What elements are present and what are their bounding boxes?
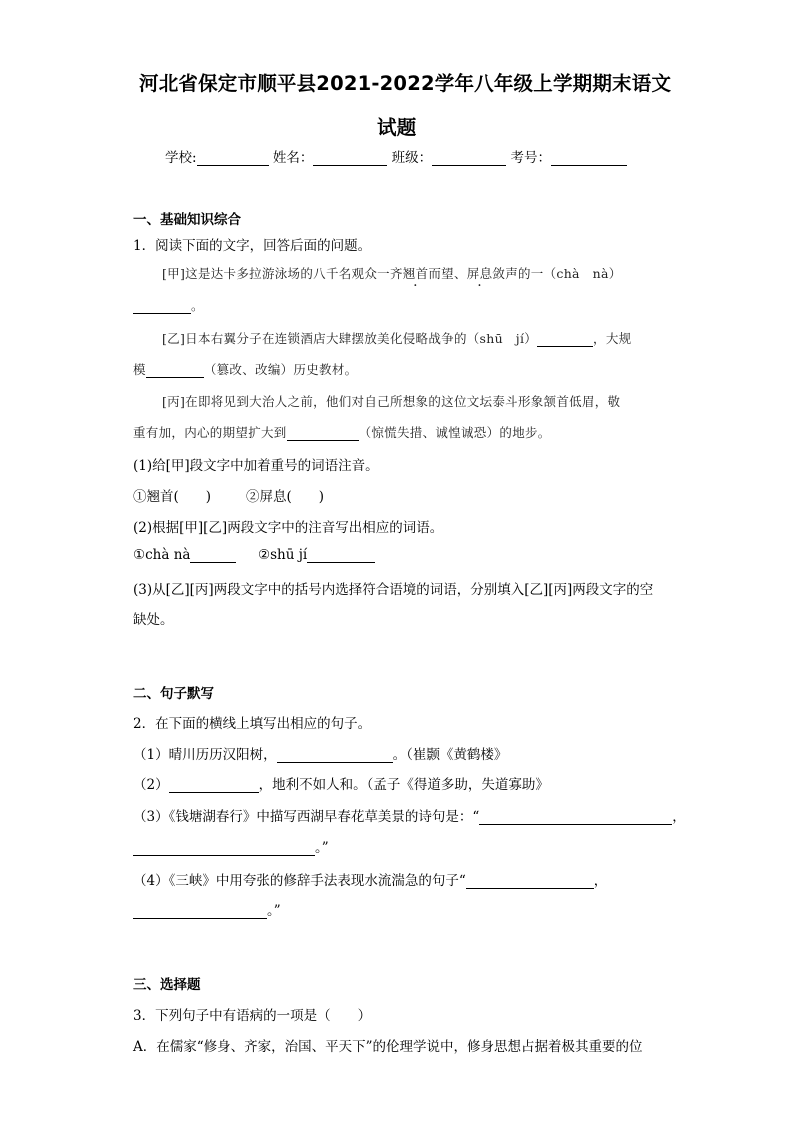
q1-stem: 1．阅读下面的文字，回答后面的问题。 bbox=[133, 238, 372, 254]
q1-sub3-line1: (3)从[乙][丙]两段文字中的括号内选择符合语境的词语，分别填入[乙][丙]两段文字的空 bbox=[133, 582, 654, 598]
jia-text-b: 而望、 bbox=[428, 266, 467, 281]
school-label: 学校: bbox=[165, 150, 197, 166]
name-blank[interactable] bbox=[313, 151, 387, 166]
bing-text-b: （惊慌失措、诚惶诚恐）的地步。 bbox=[358, 425, 551, 440]
q1-passage-yi-line2 bbox=[133, 360, 357, 378]
jia-text-c: 敛声的一（chà nà） bbox=[492, 266, 622, 281]
class-blank[interactable] bbox=[432, 151, 506, 166]
section1-heading: 一、基础知识综合 bbox=[133, 212, 241, 228]
exam-no-label: 考号： bbox=[510, 150, 551, 166]
jia-end-text: 。 bbox=[191, 298, 204, 313]
q2-item3-line2 bbox=[133, 836, 329, 856]
q2-item2-num: （2） bbox=[133, 777, 169, 793]
yi-text-b: ，大规 bbox=[593, 331, 632, 346]
yi-text-c: 模 bbox=[133, 362, 146, 377]
exam-title-line1: 河北省保定市顺平县2021-2022学年八年级上学期期末语文 bbox=[139, 72, 672, 95]
q2-item4-blank-1[interactable] bbox=[466, 874, 594, 889]
q1-passage-bing-line2 bbox=[133, 423, 551, 441]
q1-passage-jia bbox=[162, 264, 622, 282]
section2-heading: 二、句子默写 bbox=[133, 686, 214, 702]
q2-item4-line1 bbox=[133, 869, 607, 889]
q1-sub2-answer-2 bbox=[258, 547, 375, 563]
q2-item4-blank-2[interactable] bbox=[133, 904, 267, 919]
q2-stem: 2．在下面的横线上填写出相应的句子。 bbox=[133, 716, 372, 732]
exam-no-blank[interactable] bbox=[551, 151, 627, 166]
q2-item4-text: （4）《三峡》中用夸张的修辞手法表现水流湍急的句子“ bbox=[133, 873, 466, 889]
q2-item1 bbox=[133, 743, 507, 763]
q1-sub1: (1)给[甲]段文字中加着重号的词语注音。 bbox=[133, 458, 379, 474]
q2-item3-line1 bbox=[133, 805, 686, 825]
q2-item3-blank-2[interactable] bbox=[133, 841, 315, 856]
q2-item3-end: 。” bbox=[315, 840, 329, 856]
yi-blank-1[interactable] bbox=[537, 332, 593, 347]
chana-label: ①chà nà bbox=[133, 547, 191, 563]
q2-item1-blank[interactable] bbox=[277, 748, 393, 763]
q1-sub2-answer-1 bbox=[133, 547, 236, 563]
q2-item2-blank[interactable] bbox=[169, 778, 259, 793]
jia-emphasis-word-1: 翘首 bbox=[402, 266, 429, 281]
q1-sub1-answer-2[interactable]: ②屏息( ) bbox=[246, 489, 325, 505]
q1-passage-yi-line1 bbox=[162, 329, 631, 347]
q2-item4-end: 。” bbox=[267, 903, 281, 919]
q2-item2 bbox=[133, 773, 549, 793]
q1-sub2: (2)根据[甲][乙]两段文字中的注音写出相应的词语。 bbox=[133, 520, 444, 536]
bing-text-a: 重有加，内心的期望扩大到 bbox=[133, 425, 287, 440]
jia-blank[interactable] bbox=[133, 299, 191, 314]
chana-blank[interactable] bbox=[190, 548, 236, 563]
name-label: 姓名： bbox=[272, 150, 314, 166]
section3-heading: 三、选择题 bbox=[133, 977, 201, 993]
q3-option-a[interactable]: A．在儒家“修身、齐家，治国、平天下”的伦理学说中，修身思想占据着极其重要的位 bbox=[133, 1039, 643, 1055]
exam-title-line2: 试题 bbox=[377, 116, 417, 139]
shuji-label: ②shū jí bbox=[258, 547, 308, 563]
q3-stem: 3．下列句子中有语病的一项是（ ） bbox=[133, 1008, 372, 1024]
q1-passage-bing-line1: [丙]在即将见到大治人之前，他们对自己所想象的这位文坛泰斗形象颔首低眉，敬 bbox=[162, 394, 621, 409]
q1-passage-jia-end bbox=[133, 296, 204, 314]
shuji-blank[interactable] bbox=[307, 548, 375, 563]
yi-text-d: （篡改、改编）历史教材。 bbox=[203, 362, 358, 377]
jia-text-a: [甲]这是达卡多拉游泳场的八千名观众一齐 bbox=[162, 266, 403, 281]
bing-blank[interactable] bbox=[287, 426, 359, 441]
jia-emphasis-word-2: 屏息 bbox=[466, 266, 493, 281]
q2-item1-source: 。（崔颢《黄鹤楼》 bbox=[392, 747, 508, 763]
q2-item2-text: ，地利不如人和。（孟子《得道多助，失道寡助》 bbox=[258, 777, 549, 793]
student-info-line bbox=[165, 146, 627, 166]
class-label: 班级： bbox=[391, 150, 433, 166]
q2-item4-comma: ， bbox=[593, 873, 608, 889]
q2-item4-line2 bbox=[133, 899, 281, 919]
q2-item3-comma: ， bbox=[672, 809, 686, 825]
q2-item1-text: （1）晴川历历汉阳树， bbox=[133, 747, 277, 763]
q2-item3-blank-1[interactable] bbox=[479, 810, 672, 825]
yi-blank-2[interactable] bbox=[146, 363, 204, 378]
school-blank[interactable] bbox=[197, 151, 269, 166]
yi-text-a: [乙]日本右翼分子在连锁酒店大肆摆放美化侵略战争的（shū jí） bbox=[162, 331, 538, 346]
q1-sub3-line2: 缺处。 bbox=[133, 612, 174, 628]
q2-item3-text: （3）《钱塘湖春行》中描写西湖早春花草美景的诗句是：“ bbox=[133, 809, 480, 825]
q1-sub1-answer-1[interactable]: ①翘首( ) bbox=[133, 489, 212, 505]
